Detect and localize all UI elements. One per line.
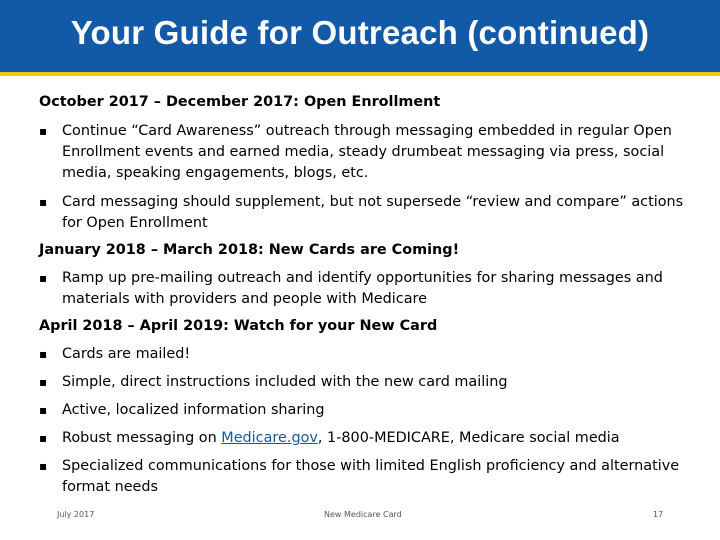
bullet-cards-mailed: ▪ Cards are mailed! [39, 344, 689, 365]
slide-title: Your Guide for Outreach (continued) [70, 14, 650, 51]
bullet-instructions: ▪ Simple, direct instructions included with the new card mailing [39, 372, 689, 393]
section-heading-watch-card: April 2018 – April 2019: Watch for your New Card [39, 318, 438, 334]
bullet-robust-messaging [39, 428, 689, 449]
bullet-card-messaging: ▪ Card messaging should supplement, but not supersede “review and compare” actions for Open Enrollment [39, 192, 689, 234]
bullet-robust-suffix: , 1-800-MEDICARE, Medicare social media [317, 430, 620, 446]
medicare-gov-link[interactable]: Medicare.gov [221, 430, 318, 446]
footer-date: July 2017 [57, 510, 95, 519]
footer-page-number: 17 [653, 510, 664, 519]
bullet-card-awareness: ▪ Continue “Card Awareness” outreach through messaging embedded in regular Open Enrollment events and earned media, steady drumbeat messaging via press, social media, speaking engagements, blogs, etc. [39, 121, 689, 184]
section-heading-new-cards: January 2018 – March 2018: New Cards are Coming! [39, 242, 460, 258]
bullet-local-info: ▪ Active, localized information sharing [39, 400, 689, 421]
bullet-specialized-comms: ▪ Specialized communications for those with limited English proficiency and alternative format needs [39, 456, 689, 498]
section-heading-open-enrollment: October 2017 – December 2017: Open Enrollment [39, 94, 441, 110]
footer-title: New Medicare Card [324, 510, 402, 519]
bullet-robust-prefix: Robust messaging on [62, 430, 222, 446]
slide-body [39, 92, 689, 498]
bullet-ramp-up: ▪ Ramp up pre-mailing outreach and identify opportunities for sharing messages and materials with providers and people with Medicare [39, 268, 689, 310]
title-bar [0, 0, 720, 76]
